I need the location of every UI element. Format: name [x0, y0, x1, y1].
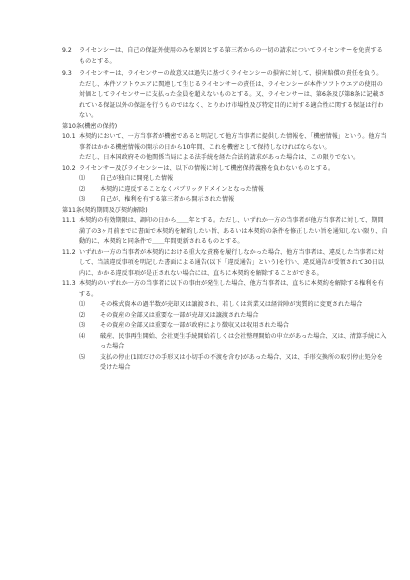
clause-9-3 — [62, 69, 388, 122]
clause-9-2 — [62, 46, 388, 67]
list-marker: ⑶ — [79, 196, 86, 203]
clause-number: 9.3 — [62, 70, 72, 77]
clause-number: 10.1 — [62, 133, 76, 140]
clause-text: 本契約のいずれか一方の当事者に以下の事由が発生した場合、他方当事者は、直ちに本契約を解除する権利を有する。 — [79, 280, 384, 298]
list-marker: ⑴ — [79, 175, 86, 182]
clause-number: 11.2 — [62, 248, 76, 256]
list-text: 支払の停止(1回だけの手形又は小切手の不渡を含む)があった場合、又は、手形交換所の取引停止処分を受けた場合 — [100, 353, 383, 371]
list-item — [62, 185, 388, 196]
list-text: 破産、民事再生開始、会社更生手続開始若しくは会社整理開始の申立があった場合、又は、清算手続に入った場合 — [100, 332, 387, 350]
clause-body — [79, 248, 388, 280]
list-text: その資産の全部又は重要な一部が売却又は譲渡された場合 — [100, 311, 259, 319]
list-item — [62, 353, 388, 374]
clause-number: 11.3 — [62, 280, 76, 287]
clause-text: 本契約において、一方当事者が機密であると明記して他方当事者に提供した情報を、「機密情報」という。他方当事者はかかる機密情報の開示の日から10年間、これを機密として保持しなければならない。 — [79, 133, 387, 151]
clause-11-2 — [62, 248, 388, 280]
list-item — [62, 332, 388, 353]
list-text: 自己が、権利を有する第三者から開示された情報 — [100, 196, 235, 203]
clause-body — [79, 69, 388, 122]
clause-10-2 — [62, 164, 388, 175]
list-text: その資産の全部又は重要な一部が政府により徴収又は収用された場合 — [100, 322, 289, 329]
clause-number: 9.2 — [62, 47, 72, 54]
list-text: 自己が独自に開発した情報 — [100, 175, 174, 182]
clause-body — [79, 279, 388, 300]
clause-10-1 — [62, 132, 388, 164]
list-marker: ⑵ — [79, 185, 86, 193]
clause-text: 本契約の有効期限は、調印の日から＿＿年とする。ただし、いずれか一方の当事者が他方当事者に対して、期間満了の3ヶ月前までに書面で本契約を解約したい旨、あるいは本契約の条件を修正したい旨を通知しない限り、自動的に、本契約と同条件で＿＿年間更新されるものとする。 — [79, 217, 388, 245]
list-marker: ⑶ — [79, 322, 86, 329]
article-11-title: 第11条(契約期間及び契約解除) — [62, 206, 148, 214]
list-marker: ⑵ — [79, 311, 86, 319]
clause-number: 11.1 — [62, 217, 76, 224]
list-item — [62, 311, 388, 322]
clause-proviso: ただし、日本国政府その他関係当局による法手続を経た合法的請求があった場合は、この限りでない。 — [79, 154, 360, 161]
clause-text: ライセンシーは、自己の保証外使用のみを原因とする第三者からの一切の請求についてライセンサーを免責するものとする。 — [79, 47, 383, 65]
article-10-title: 第10条(機密の保持) — [62, 122, 118, 130]
clause-text: いずれか一方の当事者が本契約における重大な責務を履行しなかった場合、他方当事者は、違反した当事者に対して、当該違反事項を明記した書面による通告(以下「違反通告」という)を行い、違反通告が受領されて30日以内に、かかる違反事項が是正されない場合には、直ちに本契約を解除することができる。 — [79, 248, 384, 277]
clause-body — [79, 216, 388, 248]
list-marker: ⑷ — [79, 332, 86, 340]
list-marker: ⑸ — [79, 353, 86, 361]
list-item — [62, 195, 388, 206]
clause-number: 10.2 — [62, 164, 76, 172]
clause-body — [79, 132, 388, 164]
list-text: 本契約に違反することなくパブリックドメインとなった情報 — [100, 185, 264, 193]
list-item — [62, 174, 388, 185]
clause-text: ライセンサー及びライセンシーは、以下の情報に対して機密保持義務を負わないものとする。 — [79, 164, 335, 172]
clause-11-3 — [62, 279, 388, 300]
list-item — [62, 321, 388, 332]
clause-body — [79, 46, 388, 67]
clause-body — [79, 164, 388, 175]
clause-11-1 — [62, 216, 388, 248]
clause-text: ライセンサーは、ライセンサーの故意又は過失に基づくライセンシーの損害に対して、損害賠償の責任を負う。ただし、本件ソフトウエアに関連して生じるライセンサーの責任は、ライセンシーが本件ソフトウエアの使用の対価としてライセンサーに支払った金員を超えないものとする。又、ライセンサーは、第6条及び第8条に記載されている保証以外の保証を行うものではなく、とりわけ市場性及び特定目的に対する適合性に関する保証は行わない。 — [79, 70, 385, 119]
list-text: その株式資本の過半数が売却又は譲渡され、若しくは営業又は経営陣が実質的に変更された場合 — [100, 301, 363, 308]
list-item — [62, 300, 388, 311]
list-marker: ⑴ — [79, 301, 86, 308]
